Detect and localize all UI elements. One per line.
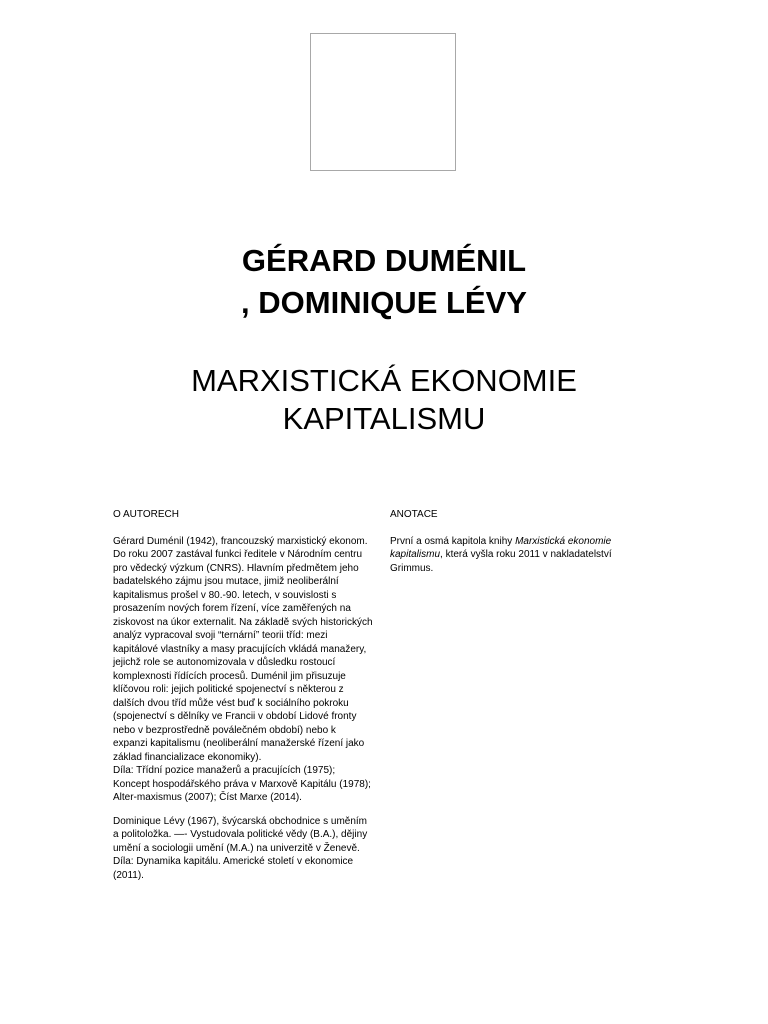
about-dumenil-paragraph — [113, 535, 373, 805]
author-names — [0, 240, 768, 324]
levy-works: Díla: Dynamika kapitálu. Americké století v ekonomice (2011). — [113, 856, 354, 881]
cover-image-placeholder — [310, 33, 456, 171]
author-line-2: , DOMINIQUE LÉVY — [241, 285, 527, 320]
annotation-book-title: Marxistická ekonomie kapitalismu — [390, 535, 612, 560]
annotation-text-before: První a osmá kapitola knihy — [390, 535, 516, 547]
annotation-text-after: , která vyšla roku 2011 v nakladatelství Grimmus. — [390, 549, 612, 574]
book-title — [0, 362, 768, 438]
title-line-1: MARXISTICKÁ EKONOMIE — [191, 363, 577, 398]
annotation-column — [390, 508, 630, 585]
dumenil-bio: Gérard Duménil (1942), francouzský marxistický ekonom. Do roku 2007 zastával funkci ředitele v Národním centru pro vědecký výzkum (CNRS). Hlavním předmětem jeho badatelského zájmu jsou mutace, jimiž neoliberální kapitalismus prošel v 80.-90. letech, v souvislosti s prosazením nových forem řízení, více zaměřených na ziskovost na úkor externalit. Na základě svých historických analýz vypracoval svoji “ternární” teorii tříd: mezi kapitálové vlastníky a masy pracujících vkládá manažery, jejichž role se autonomizovala v důsledku rostoucí komplexnosti řídících procesů. Duménil jim přisuzuje klíčovou roli: jejich politické spojenectví s některou z dalších dvou tříd může vést buď k sociálního pokroku (spojenectví s dělníky ve Francii v období Lidové fronty nebo v bezprostředně poválečném období) nebo k expanzi kapitalismu (neoliberální manažerské řízení jako základ financializace ekonomiky). — [113, 535, 373, 763]
about-authors-heading: O AUTORECH — [113, 509, 179, 520]
annotation-paragraph — [390, 535, 630, 576]
about-authors-column — [113, 508, 373, 892]
dumenil-works: Díla: Třídní pozice manažerů a pracujících (1975); Koncept hospodářského práva v Marxově Kapitálu (1978); Alter-maxismus (2007); Číst Marxe (2014). — [113, 765, 371, 803]
about-levy-paragraph — [113, 815, 373, 883]
title-line-2: KAPITALISMU — [282, 401, 486, 436]
author-line-1: GÉRARD DUMÉNIL — [241, 243, 527, 278]
levy-bio: Dominique Lévy (1967), švýcarská obchodnice s uměním a politoložka. —- Vystudovala politické vědy (B.A.), dějiny umění a sociologii umění (M.A.) na univerzitě v Ženevě. — [113, 815, 368, 854]
annotation-heading: ANOTACE — [390, 509, 438, 520]
